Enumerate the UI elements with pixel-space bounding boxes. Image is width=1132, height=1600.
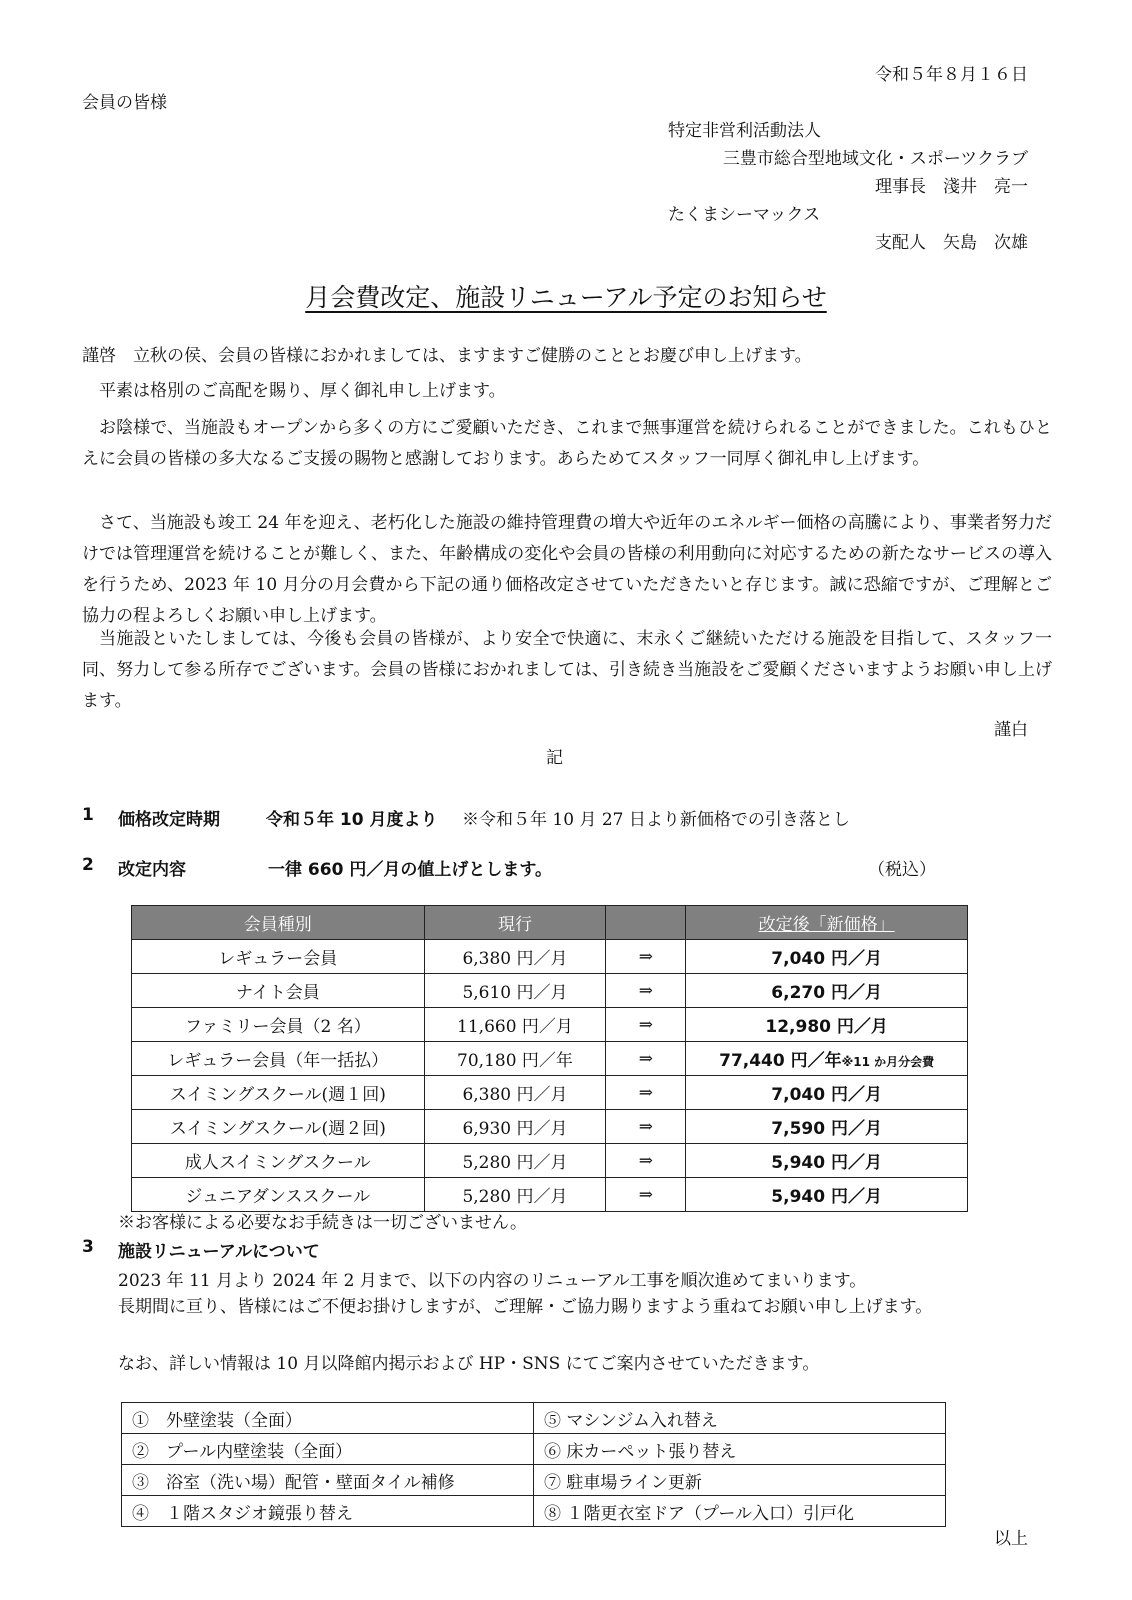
commitment-paragraph: 当施設といたしましては、今後も会員の皆様が、より安全で快適に、末永くご継続いただける施設を目指して、スタッフ一同、努力して参る所存でございます。会員の皆様におかれましては、引き続き当施設をご愛顧くださいますようお願い申し上げます。 — [82, 629, 1052, 711]
table-row — [122, 1496, 946, 1527]
section2-number: 2 — [82, 855, 94, 875]
section1-label: 価格改定時期 — [118, 810, 220, 830]
thanks-paragraph: 平素は格別のご高配を賜り、厚く御礼申し上げます。 — [99, 381, 506, 401]
table-row — [132, 1076, 968, 1110]
table-row — [132, 974, 968, 1008]
section1-value: 令和５年 10 月度より — [266, 810, 438, 830]
renewal-item: ① 外壁塗装（全面） — [122, 1403, 534, 1434]
section3-number: 3 — [82, 1237, 94, 1257]
arrow-icon: ⇒ — [606, 1110, 686, 1144]
member-type: ナイト会員 — [132, 974, 425, 1008]
addressee: 会員の皆様 — [82, 93, 167, 113]
renewal-apology: 長期間に亘り、皆様にはご不便お掛けしますが、ご理解・ご協力賜りますよう重ねてお願い申し上げます。 — [118, 1297, 933, 1317]
table-row — [132, 1178, 968, 1212]
member-type: ファミリー会員（2 名） — [132, 1008, 425, 1042]
current-price: 70,180 円／年 — [424, 1042, 606, 1076]
renewal-item: ⑧ １階更衣室ドア（プール入口）引戸化 — [534, 1496, 946, 1527]
arrow-icon: ⇒ — [606, 1008, 686, 1042]
arrow-icon: ⇒ — [606, 1144, 686, 1178]
header-arrow — [606, 906, 686, 940]
table-row — [132, 1008, 968, 1042]
sender-org: 特定非営利活動法人 — [668, 121, 821, 141]
arrow-icon: ⇒ — [606, 940, 686, 974]
current-price: 6,380 円／月 — [424, 1076, 606, 1110]
arrow-icon: ⇒ — [606, 974, 686, 1008]
member-type: スイミングスクール(週２回) — [132, 1110, 425, 1144]
new-price: 5,940 円／月 — [686, 1178, 968, 1212]
gratitude-paragraph: お陰様で、当施設もオープンから多くの方にご愛顧いただき、これまで無事運営を続けられることができました。これもひとえに会員の皆様の多大なるご支援の賜物と感謝しております。あらためてスタッフ一同厚く御礼申し上げます。 — [82, 418, 1052, 469]
section1-note: ※令和５年 10 月 27 日より新価格での引き落とし — [462, 810, 850, 830]
header-new-price: 改定後「新価格」 — [686, 906, 968, 940]
renewal-items-table — [121, 1402, 946, 1527]
current-price: 6,380 円／月 — [424, 940, 606, 974]
renewal-info: なお、詳しい情報は 10 月以降館内掲示および HP・SNS にてご案内させていただきます。 — [118, 1354, 820, 1374]
table-row — [132, 940, 968, 974]
current-price: 11,660 円／月 — [424, 1008, 606, 1042]
price-table-header — [132, 906, 968, 940]
document-title: 月会費改定、施設リニューアル予定のお知らせ — [305, 283, 827, 312]
new-price: 7,040 円／月 — [686, 940, 968, 974]
table-row — [122, 1434, 946, 1465]
section3-label: 施設リニューアルについて — [118, 1242, 320, 1262]
member-type: レギュラー会員（年一括払） — [132, 1042, 425, 1076]
member-type: レギュラー会員 — [132, 940, 425, 974]
new-price: 6,270 円／月 — [686, 974, 968, 1008]
sender-chairman: 理事長 淺井 亮一 — [875, 177, 1028, 197]
new-price: 5,940 円／月 — [686, 1144, 968, 1178]
new-price: 7,040 円／月 — [686, 1076, 968, 1110]
new-price: 77,440 円／年 — [719, 1051, 842, 1071]
section1-number: 1 — [82, 805, 94, 825]
current-price: 5,280 円／月 — [424, 1144, 606, 1178]
table-row — [132, 1144, 968, 1178]
table-row — [132, 1110, 968, 1144]
header-member-type: 会員種別 — [132, 906, 425, 940]
greeting-paragraph: 謹啓 立秋の侯、会員の皆様におかれましては、ますますご健勝のこととお慶び申し上げます。 — [82, 346, 812, 366]
renewal-item: ③ 浴室（洗い場）配管・壁面タイル補修 — [122, 1465, 534, 1496]
ki-mark: 記 — [546, 748, 563, 768]
renewal-item: ⑦ 駐車場ライン更新 — [534, 1465, 946, 1496]
arrow-icon: ⇒ — [606, 1076, 686, 1110]
renewal-item: ⑤ マシンジム入れ替え — [534, 1403, 946, 1434]
current-price: 5,280 円／月 — [424, 1178, 606, 1212]
sender-facility: たくまシーマックス — [668, 205, 821, 225]
renewal-item: ② プール内壁塗装（全面） — [122, 1434, 534, 1465]
renewal-item: ④ １階スタジオ鏡張り替え — [122, 1496, 534, 1527]
table-row — [122, 1403, 946, 1434]
section2-label: 改定内容 — [118, 860, 186, 880]
header-current: 現行 — [424, 906, 606, 940]
new-price-note: ※11 か月分会費 — [841, 1055, 935, 1069]
member-type: 成人スイミングスクール — [132, 1144, 425, 1178]
end-mark: 以上 — [994, 1529, 1028, 1549]
price-table — [131, 905, 968, 1212]
arrow-icon: ⇒ — [606, 1042, 686, 1076]
new-price: 7,590 円／月 — [686, 1110, 968, 1144]
table-row — [122, 1465, 946, 1496]
current-price: 5,610 円／月 — [424, 974, 606, 1008]
sender-club: 三豊市総合型地域文化・スポーツクラブ — [722, 149, 1028, 169]
closing-word: 謹白 — [994, 720, 1028, 740]
member-type: ジュニアダンススクール — [132, 1178, 425, 1212]
sender-manager: 支配人 矢島 次雄 — [875, 233, 1028, 253]
document-date: 令和５年８月１６日 — [875, 65, 1028, 85]
new-price-cell — [686, 1042, 968, 1076]
tax-note: （税込） — [868, 860, 936, 880]
renewal-schedule: 2023 年 11 月より 2024 年 2 月まで、以下の内容のリニューアル工事を順次進めてまいります。 — [118, 1271, 867, 1291]
arrow-icon: ⇒ — [606, 1178, 686, 1212]
procedure-footnote: ※お客様による必要なお手続きは一切ございません。 — [118, 1213, 528, 1233]
new-price: 12,980 円／月 — [686, 1008, 968, 1042]
reason-paragraph: さて、当施設も竣工 24 年を迎え、老朽化した施設の維持管理費の増大や近年のエネルギー価格の高騰により、事業者努力だけでは管理運営を続けることが難しく、また、年齢構成の変化や会員の皆様の利用動向に対応するための新たなサービスの導入を行うため、2023 年 10 月分の月会費から下記の通り価格改定させていただきたいと存じます。誠に恐縮ですが、ご理解とご協力の程よろしくお願い申し上げます。 — [82, 513, 1052, 626]
current-price: 6,930 円／月 — [424, 1110, 606, 1144]
member-type: スイミングスクール(週１回) — [132, 1076, 425, 1110]
section2-value: 一律 660 円／月の値上げとします。 — [268, 860, 552, 880]
table-row — [132, 1042, 968, 1076]
renewal-item: ⑥ 床カーペット張り替え — [534, 1434, 946, 1465]
